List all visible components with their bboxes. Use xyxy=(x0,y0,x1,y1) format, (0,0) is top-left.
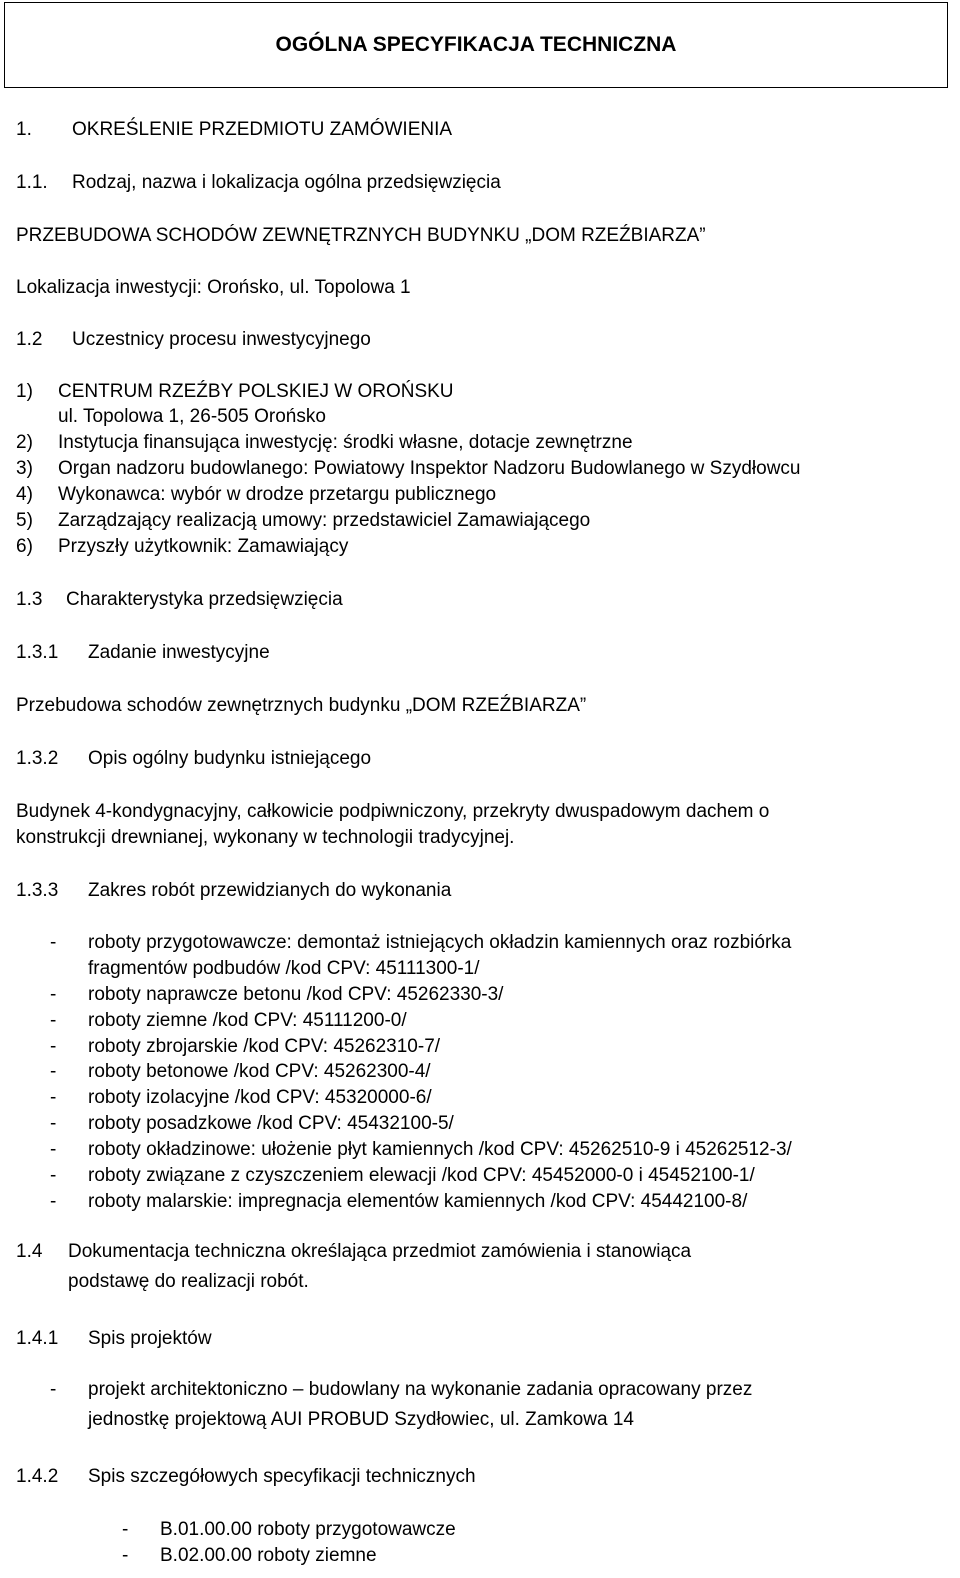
participant-item: Przyszły użytkownik: Zamawiający xyxy=(58,536,349,557)
list-dash: - xyxy=(50,1165,57,1186)
building-description: Budynek 4-kondygnacyjny, całkowicie podpiwniczony, przekryty dwuspadowym dachem o xyxy=(16,801,770,822)
section-heading: Dokumentacja techniczna określająca przedmiot zamówienia i stanowiąca xyxy=(68,1241,692,1262)
section-heading: Spis projektów xyxy=(88,1328,212,1349)
participant-number: 3) xyxy=(16,458,33,479)
participant-number: 2) xyxy=(16,432,33,453)
project-name: PRZEBUDOWA SCHODÓW ZEWNĘTRZNYCH BUDYNKU „DOM RZEŹBIARZA” xyxy=(16,225,706,246)
list-dash: - xyxy=(122,1519,129,1540)
section-number: 1. xyxy=(16,119,32,140)
work-item: roboty okładzinowe: ułożenie płyt kamiennych /kod CPV: 45262510-9 i 45262512-3/ xyxy=(88,1139,792,1160)
section-heading: Spis szczegółowych specyfikacji technicznych xyxy=(88,1466,476,1487)
task-description: Przebudowa schodów zewnętrznych budynku „DOM RZEŹBIARZA” xyxy=(16,695,587,716)
section-heading: OKREŚLENIE PRZEDMIOTU ZAMÓWIENIA xyxy=(72,119,453,140)
work-item: roboty związane z czyszczeniem elewacji /kod CPV: 45452000-0 i 45452100-1/ xyxy=(88,1165,755,1186)
section-number: 1.4.2 xyxy=(16,1466,59,1487)
list-dash: - xyxy=(50,1036,57,1057)
participant-number: 1) xyxy=(16,381,33,402)
list-dash: - xyxy=(50,1087,57,1108)
work-item: roboty naprawcze betonu /kod CPV: 45262330-3/ xyxy=(88,984,504,1005)
section-number: 1.3.1 xyxy=(16,642,59,663)
section-heading: Uczestnicy procesu inwestycyjnego xyxy=(72,329,371,350)
work-item: roboty izolacyjne /kod CPV: 45320000-6/ xyxy=(88,1087,432,1108)
work-item: roboty ziemne /kod CPV: 45111200-0/ xyxy=(88,1010,407,1031)
participant-item: Zarządzający realizacją umowy: przedstawiciel Zamawiającego xyxy=(58,510,591,531)
section-heading: Opis ogólny budynku istniejącego xyxy=(88,748,372,769)
list-dash: - xyxy=(50,1061,57,1082)
project-item-continuation: jednostkę projektową AUI PROBUD Szydłowiec, ul. Zamkowa 14 xyxy=(88,1409,634,1430)
participant-item-address: ul. Topolowa 1, 26-505 Orońsko xyxy=(58,406,326,427)
section-heading: Zadanie inwestycyjne xyxy=(88,642,270,663)
participant-item: CENTRUM RZEŹBY POLSKIEJ W OROŃSKU xyxy=(58,381,454,402)
section-number: 1.1. xyxy=(16,172,48,193)
list-dash: - xyxy=(50,1010,57,1031)
list-dash: - xyxy=(50,932,57,953)
participant-number: 6) xyxy=(16,536,33,557)
list-dash: - xyxy=(50,984,57,1005)
section-number: 1.4 xyxy=(16,1241,43,1262)
section-number: 1.2 xyxy=(16,329,43,350)
section-number: 1.3.2 xyxy=(16,748,59,769)
spec-item: B.01.00.00 roboty przygotowawcze xyxy=(160,1519,456,1540)
work-item: roboty malarskie: impregnacja elementów kamiennych /kod CPV: 45442100-8/ xyxy=(88,1191,748,1212)
section-heading: Charakterystyka przedsięwzięcia xyxy=(66,589,343,610)
work-item: roboty zbrojarskie /kod CPV: 45262310-7/ xyxy=(88,1036,441,1057)
section-number: 1.3.3 xyxy=(16,880,59,901)
section-heading-continuation: podstawę do realizacji robót. xyxy=(68,1271,309,1292)
participant-number: 4) xyxy=(16,484,33,505)
list-dash: - xyxy=(50,1379,57,1400)
list-dash: - xyxy=(122,1545,129,1566)
section-number: 1.3 xyxy=(16,589,43,610)
project-item: projekt architektoniczno – budowlany na wykonanie zadania opracowany przez xyxy=(88,1379,753,1400)
project-location: Lokalizacja inwestycji: Orońsko, ul. Topolowa 1 xyxy=(16,277,411,298)
participant-item: Wykonawca: wybór w drodze przetargu publicznego xyxy=(58,484,497,505)
building-description: konstrukcji drewnianej, wykonany w technologii tradycyjnej. xyxy=(16,827,515,848)
work-item: roboty betonowe /kod CPV: 45262300-4/ xyxy=(88,1061,431,1082)
participant-number: 5) xyxy=(16,510,33,531)
list-dash: - xyxy=(50,1139,57,1160)
list-dash: - xyxy=(50,1113,57,1134)
section-heading: Zakres robót przewidzianych do wykonania xyxy=(88,880,452,901)
work-item: roboty posadzkowe /kod CPV: 45432100-5/ xyxy=(88,1113,454,1134)
work-item: roboty przygotowawcze: demontaż istniejących okładzin kamiennych oraz rozbiórka xyxy=(88,932,792,953)
spec-item: B.02.00.00 roboty ziemne xyxy=(160,1545,377,1566)
participant-item: Instytucja finansująca inwestycję: środki własne, dotacje zewnętrzne xyxy=(58,432,633,453)
list-dash: - xyxy=(50,1191,57,1212)
work-item-continuation: fragmentów podbudów /kod CPV: 45111300-1/ xyxy=(88,958,480,979)
section-heading: Rodzaj, nazwa i lokalizacja ogólna przedsięwzięcia xyxy=(72,172,501,193)
participant-item: Organ nadzoru budowlanego: Powiatowy Inspektor Nadzoru Budowlanego w Szydłowcu xyxy=(58,458,801,479)
section-number: 1.4.1 xyxy=(16,1328,59,1349)
document-title: OGÓLNA SPECYFIKACJA TECHNICZNA xyxy=(4,2,948,88)
